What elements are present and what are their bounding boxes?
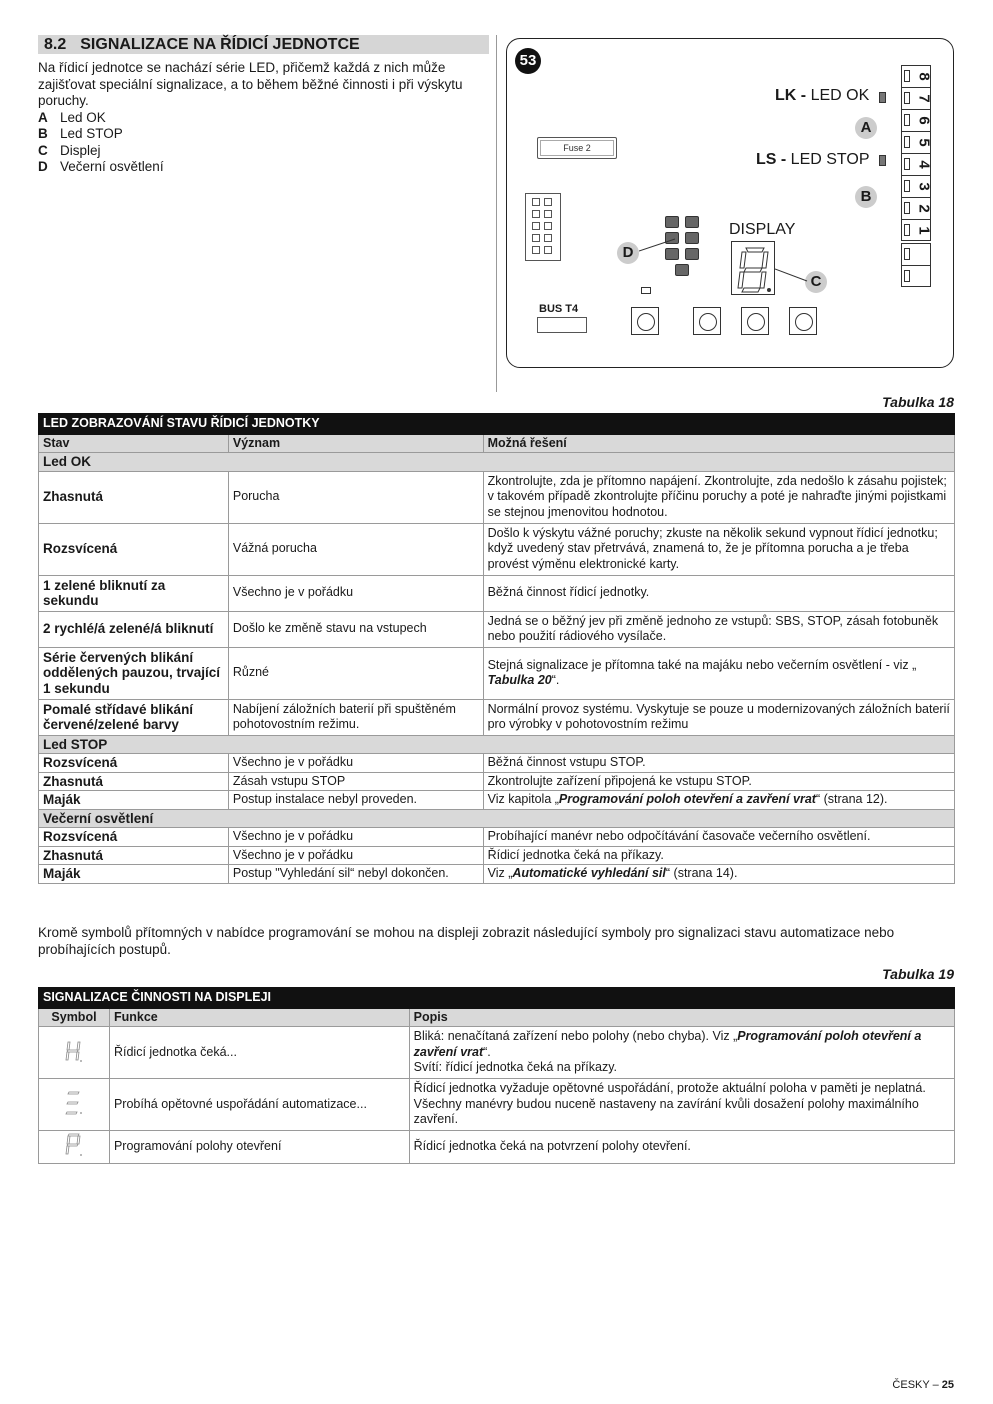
- cell-tabulka20-ref: Stejná signalizace je přítomna také na majáku nebo večerním osvětlení - viz „ Tabulka 20“.: [483, 647, 954, 699]
- col-header: Význam: [228, 434, 483, 453]
- board-button: [789, 307, 817, 335]
- page-footer: ČESKY – 25: [892, 1379, 954, 1391]
- callout-c-line: [775, 267, 809, 287]
- table18-caption: Tabulka 18: [882, 394, 954, 410]
- section-number: 8.2: [44, 36, 67, 53]
- cell-link-programming: Viz kapitola „Programování poloh otevření a zavření vrat“ (strana 12).: [483, 791, 954, 810]
- table-row: Programování polohy otevření Řídicí jednotka čeká na potvrzení polohy otevření.: [39, 1131, 955, 1164]
- legend-item: C Displej: [38, 142, 101, 158]
- cell-link-force-search: Viz „Automatické vyhledání sil“ (strana 14).: [483, 865, 954, 884]
- table-row: 1 zelené bliknutí za sekundu Všechno je v pořádku Běžná činnost řídicí jednotky.: [39, 575, 955, 611]
- symbol-open-position-icon: [39, 1131, 110, 1164]
- table19: [38, 987, 955, 1164]
- table-row: Řídicí jednotka čeká... Bliká: nenačítaná zařízení nebo polohy (nebo chyba). Viz „Programování poloh otevření a zavření vrat“. Svítí: řídicí jednotka čeká na příkazy.: [39, 1027, 955, 1079]
- table-row: Zhasnutá Všechno je v pořádku Řídicí jednotka čeká na příkazy.: [39, 846, 955, 865]
- table18: [38, 413, 955, 884]
- display-label: DISPLAY: [729, 221, 796, 238]
- intro-text: Na řídicí jednotce se nachází série LED, přičemž každá z nich může zajišťovat speciální signalizace, a to během běžné činnosti i při výskytu poruchy.: [38, 60, 463, 108]
- table-row: Série červených blikání oddělených pauzou, trvající 1 sekundu Různé Stejná signalizace je přítomna také na majáku nebo večerním osvětlení - viz „ Tabulka 20“.: [39, 647, 955, 699]
- small-led: [641, 287, 651, 294]
- terminal-block: 8 7 6 5 4 3 2 1: [901, 65, 931, 241]
- bus-label: BUS T4: [539, 303, 579, 315]
- table-row: Probíhá opětovné uspořádání automatizace... Řídicí jednotka vyžaduje opětovné uspořádání, protože aktuální poloha v paměti je neplatná. Všechny manévry budou nuceně nastaveny na zavírání kvůli dosažení polohy maximálního zavření.: [39, 1079, 955, 1131]
- table-row: Rozsvícená Vážná porucha Došlo k výskytu vážné poruchy; zkuste na několik sekund vypnout řídicí jednotku; když uvedený stav přetrvává, znamená to, že je přítomna porucha a je třeba provést výměnu elektronické karty.: [39, 523, 955, 575]
- callout-b: B: [855, 186, 877, 208]
- table18-title: LED ZOBRAZOVÁNÍ STAVU ŘÍDICÍ JEDNOTKY: [39, 414, 955, 435]
- col-header: Popis: [409, 1008, 954, 1027]
- table19-title: SIGNALIZACE ČINNOSTI NA DISPLEJI: [39, 988, 955, 1009]
- bus-connector: [537, 317, 587, 333]
- symbol-realign-icon: [39, 1079, 110, 1131]
- control-unit-figure: [506, 38, 954, 368]
- legend-item: A Led OK: [38, 109, 106, 125]
- col-header: Funkce: [109, 1008, 409, 1027]
- callout-d-line: [639, 235, 679, 255]
- col-header: Možná řešení: [483, 434, 954, 453]
- col-header: Symbol: [39, 1008, 110, 1027]
- legend-item: D Večerní osvětlení: [38, 159, 164, 174]
- table-row: Maják Postup instalace nebyl proveden. Viz kapitola „Programování poloh otevření a zavření vrat“ (strana 12).: [39, 791, 955, 810]
- figure-number: 53: [515, 48, 541, 74]
- callout-d: D: [617, 242, 639, 264]
- section-heading: [38, 35, 489, 54]
- section-title: SIGNALIZACE NA ŘÍDICÍ JEDNOTCE: [80, 36, 360, 53]
- board-button: [693, 307, 721, 335]
- table-row: Maják Postup "Vyhledání sil“ nebyl dokončen. Viz „Automatické vyhledání sil“ (strana 14).: [39, 865, 955, 884]
- fuse-label: Fuse 2: [537, 137, 617, 159]
- callout-c: C: [805, 271, 827, 293]
- led-ok-indicator: [879, 92, 886, 103]
- table-row: Rozsvícená Všechno je v pořádku Probíhající manévr nebo odpočítávání časovače večerního osvětlení.: [39, 828, 955, 847]
- led-stop-indicator: [879, 155, 886, 166]
- table-row: Pomalé střídavé blikání červené/zelené barvy Nabíjení záložních baterií při spuštěném pohotovostním režimu. Normální provoz systému. Vyskytuje se pouze u modernizovaných záložních baterií pro výrobky v pohotovostním režimu: [39, 699, 955, 735]
- table-row: Zhasnutá Porucha Zkontrolujte, zda je přítomno napájení. Zkontrolujte, zda nedošlo k zásahu pojistek; v takovém případě zkontrolujte příčinu poruchy a poté je nahraďte jinými pojistkami se stejnou jmenovitou hodnotou.: [39, 471, 955, 523]
- group-row: Večerní osvětlení: [39, 809, 955, 828]
- intro-block: [38, 60, 488, 176]
- group-row: Led STOP: [39, 735, 955, 754]
- board-button: [631, 307, 659, 335]
- led-stop-label: LS - LED STOP: [756, 151, 870, 168]
- led-ok-label: LK - LED OK: [775, 87, 870, 104]
- table19-caption: Tabulka 19: [882, 966, 954, 982]
- cell-wait-description: Bliká: nenačítaná zařízení nebo polohy (nebo chyba). Viz „Programování poloh otevření a zavření vrat“. Svítí: řídicí jednotka čeká na příkazy.: [409, 1027, 954, 1079]
- symbol-wait-icon: [39, 1027, 110, 1079]
- table-row: Zhasnutá Zásah vstupu STOP Zkontrolujte zařízení připojená ke vstupu STOP.: [39, 772, 955, 791]
- legend-item: B Led STOP: [38, 126, 123, 141]
- board-button: [741, 307, 769, 335]
- col-header: Stav: [39, 434, 229, 453]
- terminal-block-2: [901, 243, 931, 287]
- body-paragraph: Kromě symbolů přítomných v nabídce programování se mohou na displeji zobrazit následující symboly pro signalizaci stavu automatizace nebo probíhajících postupů.: [38, 925, 895, 957]
- column-divider: [496, 35, 497, 392]
- table-row: Rozsvícená Všechno je v pořádku Běžná činnost vstupu STOP.: [39, 754, 955, 773]
- seven-segment-display: [731, 241, 775, 295]
- table-row: 2 rychlé/á zelené/á bliknutí Došlo ke změně stavu na vstupech Jedná se o běžný jev při změně jednoho ze vstupů: SBS, STOP, zásah fotobuněk nebo použití rádiového vysílače.: [39, 611, 955, 647]
- group-row: Led OK: [39, 453, 955, 472]
- callout-a: A: [855, 117, 877, 139]
- connector: [525, 193, 561, 261]
